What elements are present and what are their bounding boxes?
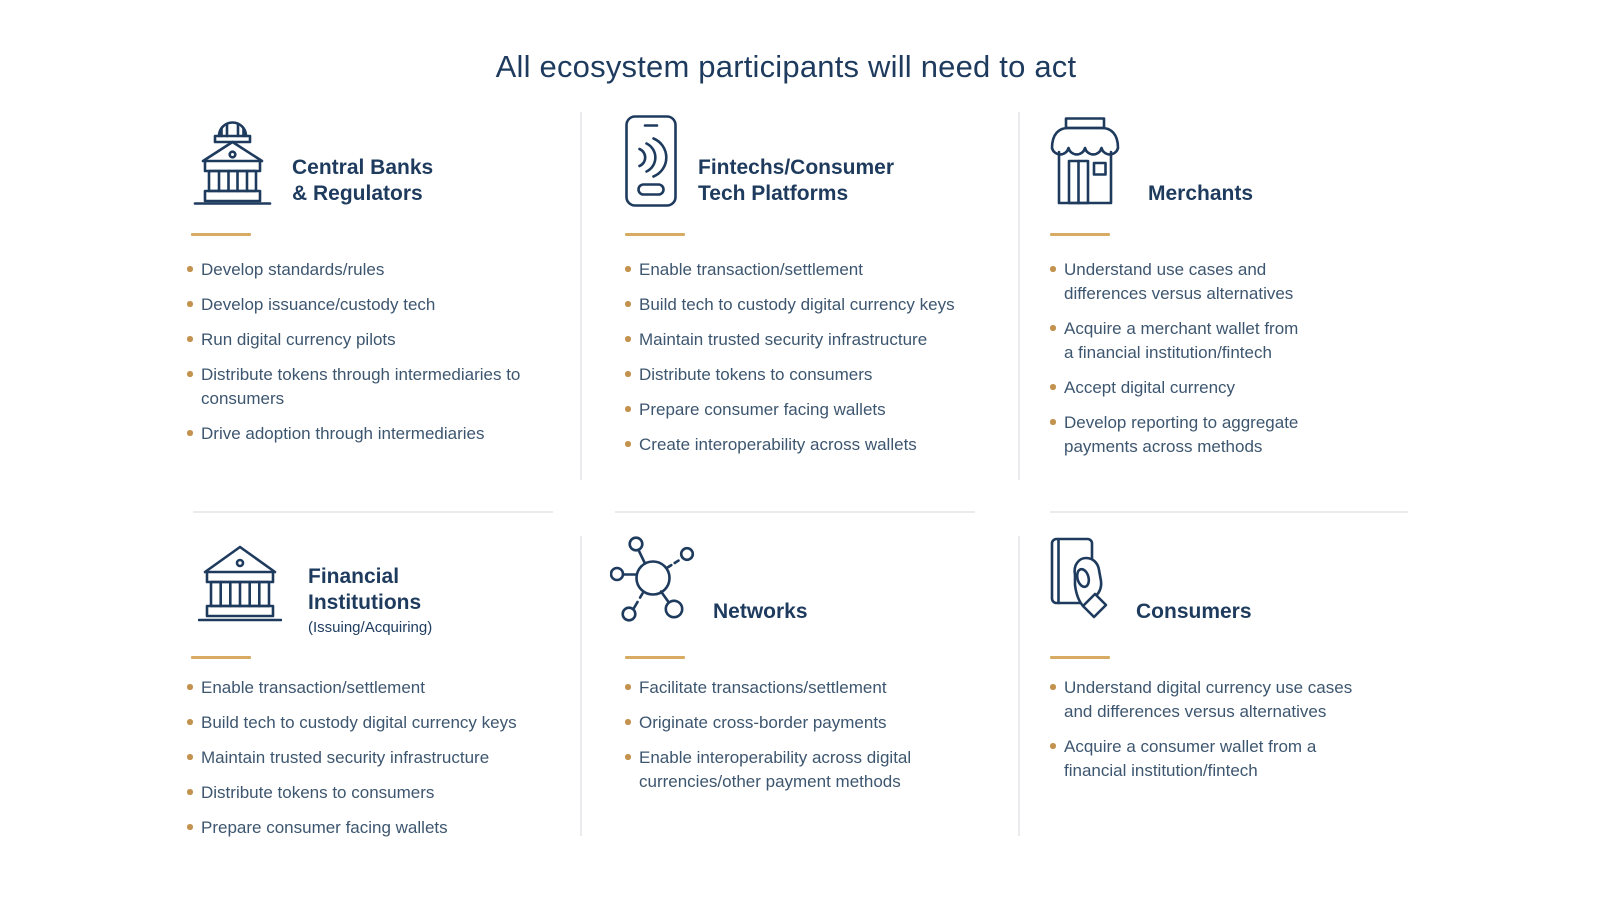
panel-header — [624, 112, 990, 207]
bullet-item — [186, 363, 530, 411]
bullet-dot — [187, 266, 193, 272]
bank-columns-icon — [198, 538, 282, 622]
page-title: All ecosystem participants will need to act — [495, 48, 1077, 84]
gold-underline — [625, 656, 685, 659]
bullet-list — [1046, 676, 1370, 783]
bullet-item — [186, 258, 530, 282]
bullet-dot — [625, 371, 631, 377]
gold-underline — [625, 233, 685, 236]
bullet-dot — [187, 336, 193, 342]
bullet-item — [624, 328, 990, 352]
bullet-text: Build tech to custody digital currency keys — [639, 294, 955, 314]
bullet-text: Develop reporting to aggregate payments across methods — [1064, 412, 1299, 456]
bullet-text: Understand digital currency use cases and differences versus alternatives — [1064, 677, 1353, 721]
bullet-text: Build tech to custody digital currency keys — [201, 712, 517, 732]
bullet-list — [624, 676, 956, 794]
panel-header — [1046, 112, 1308, 207]
panel-subtitle: (Issuing/Acquiring) — [308, 619, 433, 636]
bullet-dot — [625, 684, 631, 690]
card-in-hand-icon — [1050, 537, 1117, 627]
bullet-item — [1046, 258, 1308, 306]
bullet-dot — [625, 441, 631, 447]
bullet-item — [624, 398, 990, 422]
panel-financial-institutions — [186, 537, 552, 840]
bullet-dot — [187, 430, 193, 436]
network-nodes-icon — [610, 535, 700, 623]
bullet-text: Run digital currency pilots — [201, 329, 396, 349]
bullet-dot — [625, 336, 631, 342]
bullet-text: Enable transaction/settlement — [201, 677, 425, 697]
gold-underline — [1050, 656, 1110, 659]
storefront-icon — [1047, 117, 1123, 205]
bullet-text: Acquire a merchant wallet from a financial institution/fintech — [1064, 318, 1299, 362]
bullet-list — [186, 258, 530, 446]
panel-consumers — [1046, 537, 1370, 783]
bullet-dot — [187, 719, 193, 725]
horizontal-divider — [193, 511, 553, 513]
bullet-item — [186, 328, 530, 352]
smartphone-contactless-icon — [625, 115, 677, 207]
bullet-text: Originate cross-border payments — [639, 712, 887, 732]
bullet-text: Maintain trusted security infrastructure — [201, 747, 490, 767]
bullet-item — [186, 293, 530, 317]
bullet-text: Acquire a consumer wallet from a financial institution/fintech — [1064, 736, 1317, 780]
horizontal-divider — [615, 511, 975, 513]
bullet-dot — [625, 719, 631, 725]
gold-underline — [191, 233, 251, 236]
bullet-item — [186, 781, 552, 805]
bullet-list — [1046, 258, 1308, 459]
bullet-text: Distribute tokens to consumers — [201, 782, 435, 802]
panel-merchants — [1046, 112, 1308, 459]
bullet-text: Create interoperability across wallets — [639, 434, 917, 454]
bank-dome-icon — [192, 117, 273, 205]
bullet-text: Prepare consumer facing wallets — [201, 817, 448, 837]
bullet-dot — [1050, 266, 1056, 272]
panel-title: Central Banks & Regulators — [292, 156, 434, 205]
bullet-item — [1046, 676, 1370, 724]
bullet-item — [624, 363, 990, 387]
bullet-item — [1046, 411, 1308, 459]
horizontal-divider — [1050, 511, 1408, 513]
bullet-dot — [187, 684, 193, 690]
vertical-divider — [1018, 112, 1020, 480]
panel-central-banks-regulators — [186, 112, 530, 446]
panel-networks — [624, 537, 956, 794]
bullet-item — [1046, 317, 1308, 365]
bullet-text: Enable transaction/settlement — [639, 259, 863, 279]
bullet-dot — [625, 266, 631, 272]
bullet-item — [1046, 735, 1370, 783]
panel-title: Networks — [713, 600, 808, 623]
bullet-item — [186, 816, 552, 840]
bullet-dot — [187, 754, 193, 760]
panel-header — [1046, 537, 1370, 625]
bullet-item — [624, 293, 990, 317]
bullet-dot — [625, 406, 631, 412]
bullet-text: Distribute tokens to consumers — [639, 364, 873, 384]
bullet-item — [186, 711, 552, 735]
bullet-list — [624, 258, 990, 457]
panel-fintechs-consumer-tech — [624, 112, 990, 457]
gold-underline — [1050, 233, 1110, 236]
bullet-item — [186, 422, 530, 446]
bullet-list — [186, 676, 552, 840]
bullet-text: Understand use cases and differences versus alternatives — [1064, 259, 1294, 303]
bullet-dot — [625, 754, 631, 760]
bullet-text: Distribute tokens through intermediaries to consumers — [201, 364, 521, 408]
bullet-dot — [1050, 684, 1056, 690]
bullet-text: Facilitate transactions/settlement — [639, 677, 887, 697]
bullet-item — [186, 676, 552, 700]
bullet-dot — [1050, 419, 1056, 425]
bullet-dot — [1050, 743, 1056, 749]
bullet-text: Prepare consumer facing wallets — [639, 399, 886, 419]
bullet-dot — [1050, 384, 1056, 390]
bullet-item — [624, 433, 990, 457]
panel-title: Financial Institutions — [308, 565, 422, 614]
bullet-item — [624, 711, 956, 735]
bullet-dot — [625, 301, 631, 307]
bullet-text: Develop standards/rules — [201, 259, 385, 279]
panel-header — [186, 112, 530, 207]
vertical-divider — [580, 112, 582, 480]
vertical-divider — [1018, 536, 1020, 836]
bullet-dot — [187, 789, 193, 795]
bullet-text: Maintain trusted security infrastructure — [639, 329, 928, 349]
bullet-item — [624, 258, 990, 282]
bullet-item — [1046, 376, 1308, 400]
bullet-dot — [187, 371, 193, 377]
bullet-item — [624, 676, 956, 700]
bullet-text: Develop issuance/custody tech — [201, 294, 436, 314]
bullet-text: Drive adoption through intermediaries — [201, 423, 485, 443]
panel-title: Merchants — [1148, 182, 1254, 205]
gold-underline — [191, 656, 251, 659]
bullet-dot — [187, 824, 193, 830]
bullet-dot — [1050, 325, 1056, 331]
bullet-text: Enable interoperability across digital currencies/other payment methods — [639, 747, 912, 791]
panel-title: Consumers — [1136, 600, 1252, 623]
bullet-dot — [187, 301, 193, 307]
panel-header — [624, 537, 956, 625]
bullet-item — [624, 746, 956, 794]
bullet-item — [186, 746, 552, 770]
bullet-text: Accept digital currency — [1064, 377, 1236, 397]
vertical-divider — [580, 536, 582, 836]
panel-header — [186, 537, 552, 636]
panel-title: Fintechs/Consumer Tech Platforms — [698, 156, 895, 205]
